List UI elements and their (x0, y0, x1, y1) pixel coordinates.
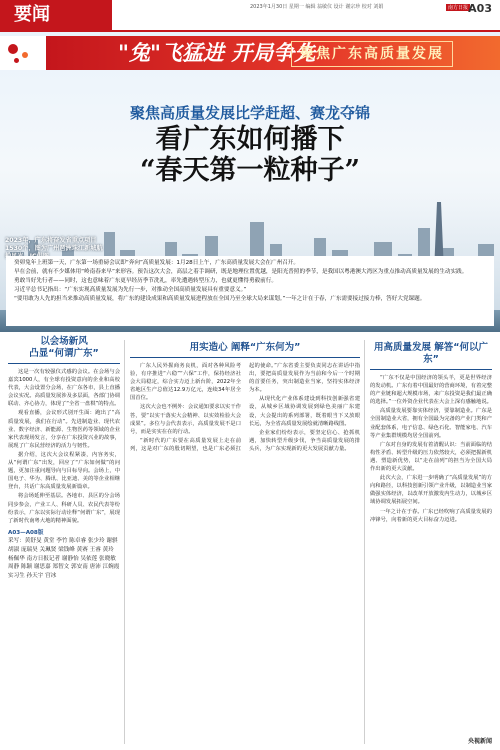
hero-section (0, 32, 500, 332)
column-3-title: 用高质量发展 解答“何以广东” (373, 342, 489, 365)
paragraph: 从现代化产业体系建设到科技创新强省建设，从城乡区域协调发展到绿色美丽广东建设，大会提出的系列部署，既着眼当下又放眼长远，为全省高质量发展绘就清晰路线图。 (249, 396, 360, 427)
column-1 (8, 336, 120, 580)
paragraph: 广东人民外握商务良机，面对各种风险考验，有序推进“六稳”“六保”工作，保持经济社会大局稳定，综合实力迈上新台阶，2022年全省地区生产总值达12.9万亿元，连续34年居全国首位。 (130, 363, 241, 402)
paragraph: 这是一次有较强仪式感的会议。在会场与会嘉宾1000人，有全球有投资意向的企业和高校代表，大会设置分会场，在广东各市，县上直播会议实况。高质量发展涉及多层面，各部门协调联动、齐心协力，体现了“全省一盘棋”的特点。 (8, 369, 120, 408)
article-columns (0, 336, 500, 750)
paragraph: 广东对自身的发展有着清醒认识：当前面临的结构性矛盾、转型升级的压力依然较大，必须把握新机遇、塑造新优势，以“走在前列”的担当为全国大局作出新的更大贡献。 (370, 441, 492, 473)
newspaper-badge: 南方日报 (447, 5, 468, 11)
credits-heading: A03—A08版 (8, 529, 44, 536)
headline-line-2: “春天第一粒种子” (139, 155, 361, 186)
column-2-title: 用实造心 阐释“广东何为” (189, 342, 301, 353)
campaign-banner (46, 36, 500, 70)
lead-sentence-3: 勇敢当好先行者——同时，这也意味着广东更早经历季节洗礼，率先遭遇转型压力，也就更懂得勇毅前行。 (14, 278, 277, 284)
publication-info: 2023年1月30日 星期一 编辑 翁敏仪 设计 谢宗珍 校对 刘娟 (250, 4, 384, 10)
column-1-title-line-2: 凸显“何谓广东” (29, 348, 99, 359)
column-3-body (370, 374, 492, 524)
lead-sentence-4: 习近平总书记指出：“广东实现高质量发展为先行一步，对推动全国高质量发展具有重要意义。” (14, 287, 247, 293)
article-source: 央视新闻 (467, 738, 492, 745)
title-rule (370, 369, 492, 370)
column-2 (130, 336, 360, 454)
banner-slogan: "兔"飞猛进 开局争先 (118, 40, 316, 65)
paragraph: 据介绍，这次大会议程紧凑，内容务实，从“何谓广东”出发，回应了“广东如何做”的问题，更加注重问题导向与目标导向。会场上，中国电子、华为、腾讯、比亚迪、美的等企业相继登台，共话广东高质量发展新篇章。 (8, 451, 120, 491)
title-rule (8, 363, 120, 364)
title-rule (130, 357, 360, 358)
paragraph: 高质量发展要靠实体经济，要靠制造业。广东是全国制造业大省，拥有全国最为完备的产业门类和产业配套体系，电子信息、绿色石化、智能家电、汽车等产业集群规模均居全国前列。 (370, 408, 492, 439)
banner-column-name: 聚焦广东高质量发展 (291, 41, 453, 67)
page-header (0, 0, 500, 32)
paragraph: “新时代的广东要在高质量发展上走在前列，这是对广东的殷切期望，也是广东必须扛起的使命。”广东省委主要负责同志在讲话中指出，要把高质量发展作为当前和今后一个时期的首要任务，突出制造业当家，坚持实体经济为本。 (130, 363, 360, 452)
paragraph: 企业家们纷纷表示，要坚定信心、抢抓机遇，加快转型升级步伐，争当高质量发展的排头兵，为广东实现新的更大发展贡献力量。 (249, 429, 360, 452)
column-1-body (8, 368, 120, 525)
paragraph: 这次大会也不例外：会议通知要求以实干作答，要“以实干落实大会精神、以实效检验大会成果”。多位与会代表表示，高质量发展不是口号，而是实实在在的行动。 (130, 404, 241, 435)
column-divider (124, 340, 125, 744)
lead-sentence-5: “要用敢为人先的担当来推动高质量发展，将广东的建设成果和高质量发展进程放在全国乃至全球大局来谋划。”一年之计在于春，广东需要接过接力棒，答好大党课题。 (14, 296, 426, 302)
credits-block (8, 529, 120, 581)
paragraph: 将会场延伸至基层。各地市、县区的分会场同步参会，产业工人、科研人员、农民代表等纷纷表示，广东以实际行动诠释“何谓广东”，展现了新时代南粤大地的精神面貌。 (8, 493, 120, 524)
column-2-body (130, 362, 360, 454)
photo-caption: 2023年，广东将奋发省重点项目1530个，图为广州琶洲珠江新城航 (5, 237, 103, 252)
headline-kicker: 聚焦高质量发展比学赶超、赛龙夺锦 (129, 104, 370, 122)
lead-sentence-2: 早在会前，就有不少媒体用“岭南春来早”来形容。预告这次大会，高层之着手调研，既是地理位置优越，是阳光普照的季节，是我国以粤港澳大湾区为重点推动高质量发展的生动实践。 (14, 269, 468, 275)
paragraph: 此次大会，广东进一步明确了“高质量发展”的方向和路径，以科技创新引领产业升级，以制造业当家做强实体经济，以改革开放激发内生动力，以城乡区域协调发展拓展空间。 (370, 475, 492, 506)
lead-sentence-1: 癸卯兔年上班第一天，广东第一场重磅会议即“奔向”高质量发展：1月28日上午，广东高质量发展大会在广州召开。 (14, 260, 299, 266)
paragraph: “广东不仅是中国经济的领头羊，更是世界经济的发动机。广东有着中国最好的营商环境，有着完整的产业链和超大规模市场，来广东投资是我们最正确的选择。”一位外资企业代表在大会上深有感触地说。 (370, 375, 492, 406)
banner-decoration (0, 36, 46, 70)
page-number: A03 (468, 2, 492, 15)
column-divider (364, 340, 365, 744)
paragraph: 观看直播，会议形式别开生面：跑出了“高质量发展，我们在行动”。先进制造业、现代农业、数字经济、新能源、生物医药等领域的企业家代表现场发言，分享在广东投资兴业的故事，展现了广东民营经济的活力与韧性。 (8, 410, 120, 449)
headline-line-1: 看广东如何播下 (155, 124, 345, 155)
lead-paragraph (6, 256, 494, 326)
paragraph: 一年之计在于春。广东已经吹响了高质量发展的冲锋号，向着新的更大目标奋力迈进。 (370, 508, 492, 523)
section-tag: 要闻 (0, 0, 112, 30)
column-3 (370, 336, 492, 525)
main-headline (0, 124, 500, 186)
credits-names: 采写：黄舒旻 黄堂 李竹 陈卓睿 张少玲 谢骐 胡淑 庞瑞昊 关珮贤 梁钱峰 黄赛 王睿 黄玲 杨佩华 南方日报记者 谢静怡 吴依莲 张晓敏 周静 陈颖 谢思嘉 郑智文 郭安南 唐沛 江婉霞 实习生 孙天宇 宫冰 (8, 538, 120, 579)
column-1-title-line-1: 以会场新风 (40, 336, 88, 347)
